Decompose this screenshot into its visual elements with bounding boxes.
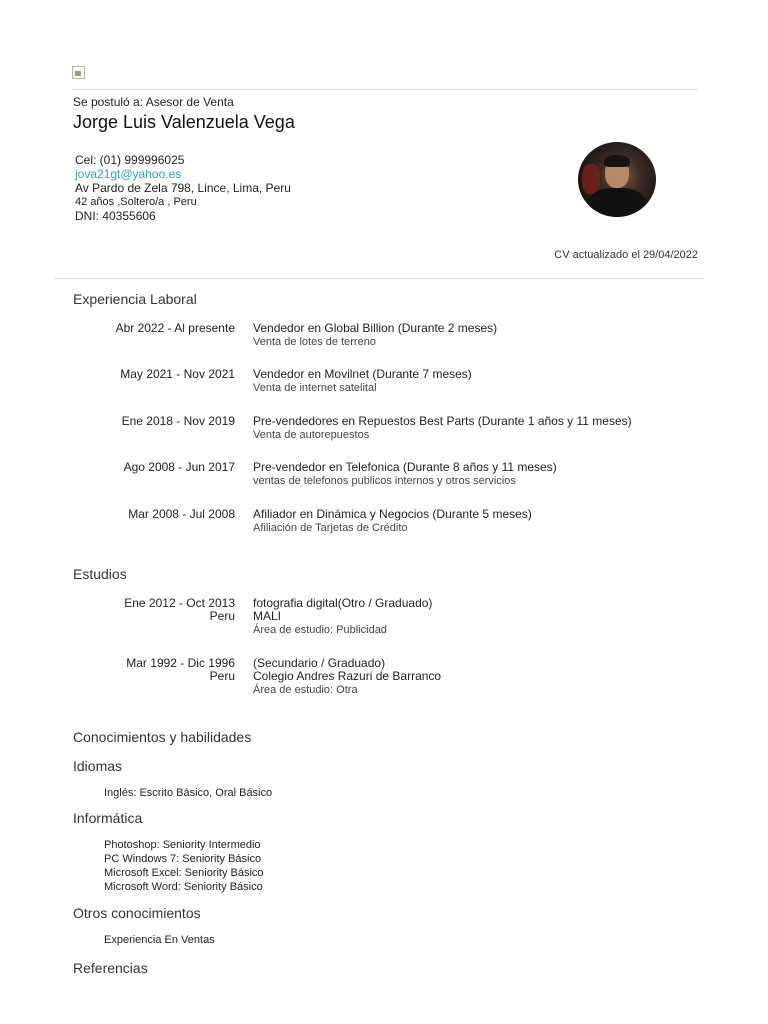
other-skills-title: Otros conocimientos [73, 905, 201, 921]
experience-desc: ventas de telefonos publicos internos y otros servicios [253, 475, 516, 487]
education-degree: fotografia digital(Otro / Graduado) [253, 596, 433, 610]
dni: DNI: 40355606 [75, 209, 156, 223]
experience-role: Afiliador en Dinámica y Negocios (Durante 5 meses) [253, 507, 532, 521]
list-item: Microsoft Excel: Seniority Básico [104, 867, 264, 879]
avatar [578, 142, 656, 217]
education-area: Área de estudio: Publicidad [253, 624, 387, 636]
list-item: PC Windows 7: Seniority Básico [104, 853, 262, 865]
education-country: Peru [209, 609, 235, 623]
section-divider [54, 278, 704, 279]
list-item: Experiencia En Ventas [104, 934, 215, 946]
education-area: Área de estudio: Otra [253, 684, 358, 696]
experience-desc: Venta de internet satelital [253, 382, 377, 394]
experience-desc: Afiliación de Tarjetas de Crédito [253, 522, 408, 534]
experience-role: Vendedor en Global Billion (Durante 2 meses) [253, 321, 498, 335]
languages-title: Idiomas [73, 758, 123, 774]
education-school: Colegio Andres Razuri de Barranco [253, 669, 442, 683]
education-degree: (Secundario / Graduado) [253, 656, 386, 670]
broken-image-icon [72, 66, 85, 79]
list-item: Inglés: Escrito Básico, Oral Básico [104, 787, 273, 799]
contact-block [75, 153, 291, 223]
it-list [104, 838, 264, 894]
references-title: Referencias [73, 960, 148, 976]
phone: Cel: (01) 999996025 [75, 153, 185, 167]
education-country: Peru [209, 669, 235, 683]
it-title: Informática [73, 810, 143, 826]
experience-role: Pre-vendedor en Telefonica (Durante 8 años y 11 meses) [253, 460, 557, 474]
experience-desc: Venta de autorepuestos [253, 429, 370, 441]
address: Av Pardo de Zela 798, Lince, Lima, Peru [75, 181, 291, 195]
education-title: Estudios [73, 566, 127, 582]
skills-title: Conocimientos y habilidades [73, 729, 252, 745]
experience-date: Mar 2008 - Jul 2008 [128, 507, 235, 521]
education-date: Ene 2012 - Oct 2013 [124, 596, 235, 610]
cv-updated-date: CV actualizado el 29/04/2022 [554, 249, 698, 261]
applied-position: Se postuló a: Asesor de Venta [73, 95, 234, 109]
experience-date: Ago 2008 - Jun 2017 [123, 460, 235, 474]
education-school: MALI [253, 609, 282, 623]
list-item: Microsoft Word: Seniority Básico [104, 881, 263, 893]
experience-title: Experiencia Laboral [73, 291, 197, 307]
experience-date: Ene 2018 - Nov 2019 [121, 414, 235, 428]
experience-date: Abr 2022 - Al presente [115, 321, 235, 335]
experience-role: Vendedor en Movilnet (Durante 7 meses) [253, 367, 472, 381]
other-skills-list [104, 933, 215, 947]
experience-role: Pre-vendedores en Repuestos Best Parts (Durante 1 años y 11 meses) [253, 414, 632, 428]
education-date: Mar 1992 - Dic 1996 [126, 656, 235, 670]
experience-desc: Venta de lotes de terreno [253, 336, 376, 348]
candidate-name: Jorge Luis Valenzuela Vega [73, 112, 295, 132]
experience-date: May 2021 - Nov 2021 [120, 367, 235, 381]
top-divider [72, 89, 698, 90]
list-item: Photoshop: Seniority Intermedio [104, 839, 261, 851]
personal-info: 42 años ,Soltero/a , Peru [75, 196, 197, 208]
languages-list [104, 786, 272, 800]
email-link[interactable]: jova21gt@yahoo.es [75, 167, 182, 181]
